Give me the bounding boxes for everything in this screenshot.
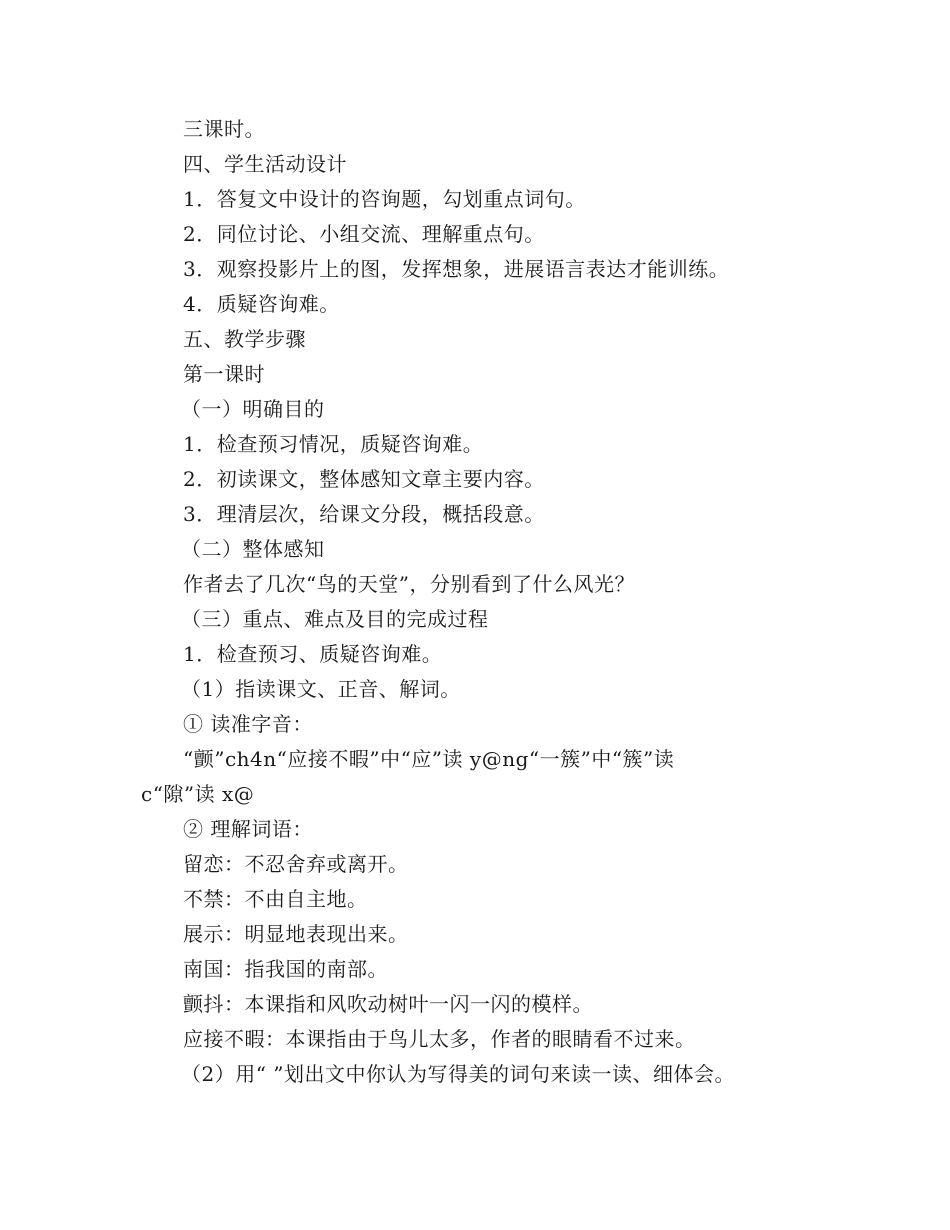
list-item: 1．检查预习情况，质疑咨询难。 (183, 432, 484, 456)
list-item: 4．质疑咨询难。 (183, 292, 340, 316)
definition-line: 留恋：不忍舍弃或离开。 (183, 852, 409, 876)
text-line: 作者去了几次“鸟的天堂”，分别看到了什么风光？ (183, 572, 635, 596)
list-item: 1．检查预习、质疑咨询难。 (183, 642, 443, 666)
list-item: 2．同位讨论、小组交流、理解重点句。 (183, 222, 545, 246)
subsection-heading: （二）整体感知 (181, 537, 325, 561)
subsection-heading: （三）重点、难点及目的完成过程 (181, 607, 489, 631)
list-item: ① 读准字音： (183, 712, 313, 736)
text-line: 三课时。 (183, 117, 265, 141)
list-item: 2．初读课文，整体感知文章主要内容。 (183, 467, 545, 491)
list-item: 3．理清层次，给课文分段，概括段意。 (183, 502, 545, 526)
text-line: c“隙”读 x@ (141, 782, 255, 806)
list-item: 3．观察投影片上的图，发挥想象，进展语言表达才能训练。 (183, 257, 730, 281)
list-item: （1）指读课文、正音、解词。 (181, 677, 461, 701)
section-heading: 四、学生活动设计 (183, 152, 347, 176)
definition-line: 南国：指我国的南部。 (183, 957, 388, 981)
definition-line: 展示：明显地表现出来。 (183, 922, 409, 946)
text-line: “颤”ch4n“应接不暇”中“应”读 y@ng“一簇”中“簇”读 (183, 747, 675, 771)
list-item: 1．答复文中设计的咨询题，勾划重点词句。 (183, 187, 586, 211)
subsection-heading: 第一课时 (183, 362, 265, 386)
subsection-heading: （一）明确目的 (181, 397, 325, 421)
section-heading: 五、教学步骤 (183, 327, 306, 351)
document-body (141, 112, 831, 1092)
list-item: ② 理解词语： (183, 817, 313, 841)
definition-line: 颤抖：本课指和风吹动树叶一闪一闪的模样。 (183, 992, 593, 1016)
definition-line: 不禁：不由自主地。 (183, 887, 368, 911)
definition-line: 应接不暇：本课指由于鸟儿太多，作者的眼睛看不过来。 (183, 1027, 696, 1051)
list-item: （2）用“ ”划出文中你认为写得美的词句来读一读、细体会。 (181, 1062, 736, 1086)
